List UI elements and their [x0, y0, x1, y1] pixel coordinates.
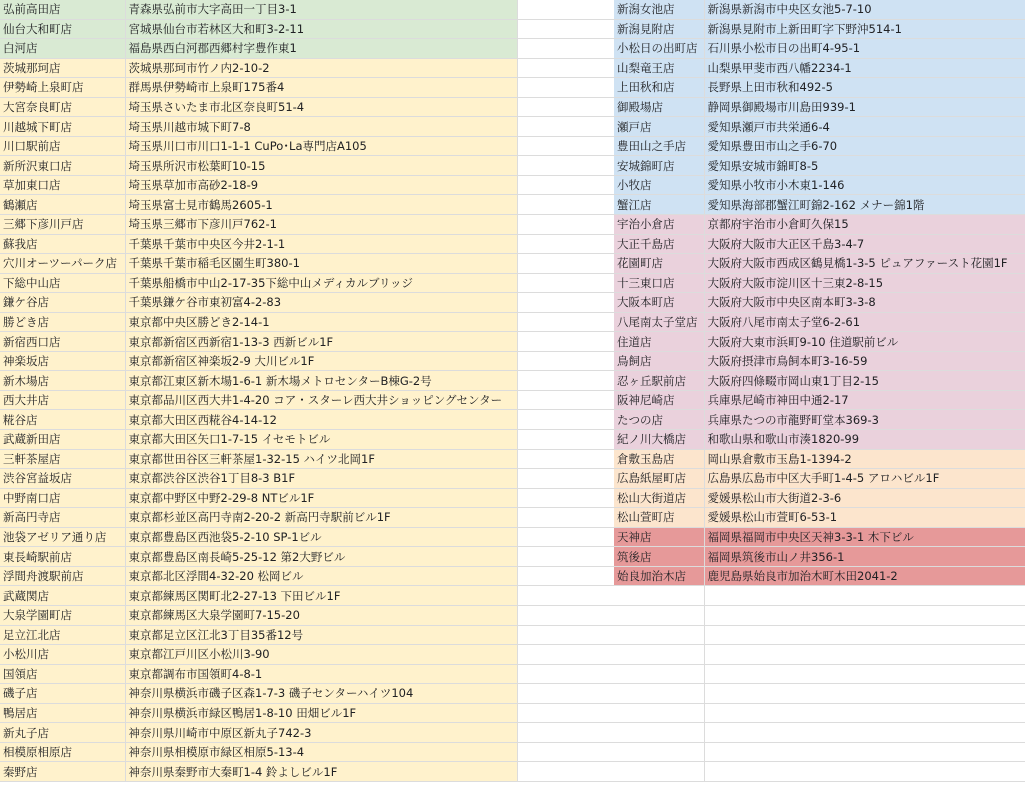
table-row: [0, 625, 614, 645]
empty-cell[interactable]: [517, 410, 614, 430]
address-cell[interactable]: 神奈川県横浜市磯子区森1-7-3 磯子センターハイツ104: [125, 684, 517, 704]
address-cell[interactable]: 東京都江東区新木場1-6-1 新木場メトロセンターB棟G-2号: [125, 371, 517, 391]
address-cell[interactable]: 石川県小松市日の出町4-95-1: [704, 39, 1025, 59]
store-name-cell[interactable]: 国領店: [0, 664, 125, 684]
empty-cell[interactable]: [517, 273, 614, 293]
right-store-table: [614, 0, 1025, 782]
store-name-cell[interactable]: 天神店: [614, 527, 704, 547]
store-name-cell[interactable]: 東長崎駅前店: [0, 547, 125, 567]
empty-cell[interactable]: [517, 527, 614, 547]
table-row: [614, 449, 1025, 469]
table-row: [614, 703, 1025, 723]
store-name-cell[interactable]: [614, 742, 704, 762]
table-row: [614, 684, 1025, 704]
table-row: [0, 97, 614, 117]
address-cell[interactable]: 大阪府八尾市南太子堂6-2-61: [704, 312, 1025, 332]
empty-cell[interactable]: [517, 136, 614, 156]
table-row: [614, 410, 1025, 430]
address-cell[interactable]: 大阪府四條畷市岡山東1丁目2-15: [704, 371, 1025, 391]
store-name-cell[interactable]: [614, 762, 704, 782]
table-row: [614, 117, 1025, 137]
address-cell[interactable]: 千葉県船橋市中山2-17-35下総中山メディカルブリッジ: [125, 273, 517, 293]
address-cell[interactable]: 岡山県倉敷市玉島1-1394-2: [704, 449, 1025, 469]
address-cell[interactable]: 東京都世田谷区三軒茶屋1-32-15 ハイツ北岡1F: [125, 449, 517, 469]
store-name-cell[interactable]: 磯子店: [0, 684, 125, 704]
address-cell[interactable]: 千葉県千葉市稲毛区園生町380-1: [125, 254, 517, 274]
address-cell[interactable]: 千葉県鎌ケ谷市東初富4-2-83: [125, 293, 517, 313]
table-row: [0, 684, 614, 704]
address-cell[interactable]: 福岡県福岡市中央区天神3-3-1 木下ビル: [704, 527, 1025, 547]
store-name-cell[interactable]: 鴨居店: [0, 703, 125, 723]
address-cell[interactable]: 東京都北区浮間4-32-20 松岡ビル: [125, 566, 517, 586]
table-row: [614, 762, 1025, 782]
table-row: [614, 175, 1025, 195]
table-row: [0, 547, 614, 567]
store-name-cell[interactable]: 浮間舟渡駅前店: [0, 566, 125, 586]
empty-cell[interactable]: [517, 332, 614, 352]
table-row: [0, 371, 614, 391]
store-name-cell[interactable]: 新宿西口店: [0, 332, 125, 352]
address-cell[interactable]: 東京都練馬区関町北2-27-13 下田ビル1F: [125, 586, 517, 606]
store-name-cell[interactable]: 蘇我店: [0, 234, 125, 254]
address-cell[interactable]: 東京都練馬区大泉学園町7-15-20: [125, 605, 517, 625]
table-row: [614, 19, 1025, 39]
table-row: [614, 254, 1025, 274]
store-name-cell[interactable]: 川越城下町店: [0, 117, 125, 137]
empty-cell[interactable]: [517, 19, 614, 39]
table-row: [614, 97, 1025, 117]
empty-cell[interactable]: [517, 234, 614, 254]
address-cell[interactable]: 東京都中野区中野2-29-8 NTビル1F: [125, 488, 517, 508]
empty-cell[interactable]: [517, 684, 614, 704]
address-cell[interactable]: 埼玉県所沢市松葉町10-15: [125, 156, 517, 176]
empty-cell[interactable]: [517, 117, 614, 137]
empty-cell[interactable]: [517, 78, 614, 98]
table-row: [0, 605, 614, 625]
address-cell[interactable]: [704, 703, 1025, 723]
empty-cell[interactable]: [517, 625, 614, 645]
empty-cell[interactable]: [517, 605, 614, 625]
address-cell[interactable]: 東京都渋谷区渋谷1丁目8-3 B1F: [125, 469, 517, 489]
table-row: [0, 0, 614, 19]
store-name-cell[interactable]: 鳥飼店: [614, 351, 704, 371]
store-name-cell[interactable]: 茨城那珂店: [0, 58, 125, 78]
address-cell[interactable]: 福岡県筑後市山ノ井356-1: [704, 547, 1025, 567]
address-cell[interactable]: 広島県広島市中区大手町1-4-5 アロハビル1F: [704, 469, 1025, 489]
address-cell[interactable]: 東京都江戸川区小松川3-90: [125, 645, 517, 665]
table-row: [614, 156, 1025, 176]
table-row: [0, 351, 614, 371]
table-row: [614, 312, 1025, 332]
store-name-cell[interactable]: 広島紙屋町店: [614, 469, 704, 489]
store-name-cell[interactable]: [614, 625, 704, 645]
table-row: [614, 605, 1025, 625]
table-row: [614, 664, 1025, 684]
table-row: [0, 39, 614, 59]
table-row: [614, 78, 1025, 98]
store-name-cell[interactable]: 住道店: [614, 332, 704, 352]
table-row: [614, 0, 1025, 19]
table-row: [0, 195, 614, 215]
store-name-cell[interactable]: 鎌ケ谷店: [0, 293, 125, 313]
address-cell[interactable]: 青森県弘前市大字高田一丁目3-1: [125, 0, 517, 19]
store-name-cell[interactable]: 新潟見附店: [614, 19, 704, 39]
store-name-cell[interactable]: 倉敷玉島店: [614, 449, 704, 469]
store-name-cell[interactable]: 川口駅前店: [0, 136, 125, 156]
store-name-cell[interactable]: 神楽坂店: [0, 351, 125, 371]
table-row: [614, 136, 1025, 156]
address-cell[interactable]: 東京都豊島区南長崎5-25-12 第2大野ビル: [125, 547, 517, 567]
empty-cell[interactable]: [517, 762, 614, 782]
empty-cell[interactable]: [517, 547, 614, 567]
store-name-cell[interactable]: 穴川オーツーパーク店: [0, 254, 125, 274]
empty-cell[interactable]: [517, 742, 614, 762]
store-name-cell[interactable]: 小松日の出町店: [614, 39, 704, 59]
address-cell[interactable]: 東京都杉並区高円寺南2-20-2 新高円寺駅前ビル1F: [125, 508, 517, 528]
table-row: [614, 234, 1025, 254]
store-name-cell[interactable]: 八尾南太子堂店: [614, 312, 704, 332]
store-name-cell[interactable]: 瀬戸店: [614, 117, 704, 137]
store-name-cell[interactable]: 大宮奈良町店: [0, 97, 125, 117]
store-name-cell[interactable]: [614, 645, 704, 665]
address-cell[interactable]: 群馬県伊勢崎市上泉町175番4: [125, 78, 517, 98]
empty-cell[interactable]: [517, 723, 614, 743]
table-row: [614, 58, 1025, 78]
store-name-cell[interactable]: 伊勢崎上泉町店: [0, 78, 125, 98]
address-cell[interactable]: 埼玉県川越市城下町7-8: [125, 117, 517, 137]
table-row: [0, 410, 614, 430]
address-cell[interactable]: 神奈川県秦野市大秦町1-4 鈴よしビル1F: [125, 762, 517, 782]
address-cell[interactable]: 大阪府大阪市大正区千島3-4-7: [704, 234, 1025, 254]
empty-cell[interactable]: [517, 645, 614, 665]
store-name-cell[interactable]: 筑後店: [614, 547, 704, 567]
store-name-cell[interactable]: たつの店: [614, 410, 704, 430]
store-name-cell[interactable]: 小牧店: [614, 175, 704, 195]
store-name-cell[interactable]: 新木場店: [0, 371, 125, 391]
store-name-cell[interactable]: 新潟女池店: [614, 0, 704, 19]
table-row: [0, 254, 614, 274]
address-cell[interactable]: 京都府宇治市小倉町久保15: [704, 215, 1025, 235]
address-cell[interactable]: 愛知県安城市錦町8-5: [704, 156, 1025, 176]
empty-cell[interactable]: [517, 156, 614, 176]
address-cell[interactable]: [704, 605, 1025, 625]
table-row: [0, 293, 614, 313]
address-cell[interactable]: 兵庫県尼崎市神田中通2-17: [704, 390, 1025, 410]
store-name-cell[interactable]: 勝どき店: [0, 312, 125, 332]
address-cell[interactable]: 山梨県甲斐市西八幡2234-1: [704, 58, 1025, 78]
address-cell[interactable]: 東京都大田区矢口1-7-15 イセモトビル: [125, 430, 517, 450]
store-name-cell[interactable]: 松山大街道店: [614, 488, 704, 508]
empty-cell[interactable]: [517, 508, 614, 528]
table-row: [0, 586, 614, 606]
table-row: [0, 19, 614, 39]
store-name-cell[interactable]: [614, 723, 704, 743]
address-cell[interactable]: [704, 762, 1025, 782]
store-name-cell[interactable]: 足立江北店: [0, 625, 125, 645]
empty-cell[interactable]: [517, 175, 614, 195]
empty-cell[interactable]: [517, 351, 614, 371]
address-cell[interactable]: 東京都新宿区西新宿1-13-3 西新ビル1F: [125, 332, 517, 352]
address-cell[interactable]: 東京都新宿区神楽坂2-9 大川ビル1F: [125, 351, 517, 371]
address-cell[interactable]: 新潟県新潟市中央区女池5-7-10: [704, 0, 1025, 19]
address-cell[interactable]: 埼玉県川口市川口1-1-1 CuPo･La専門店A105: [125, 136, 517, 156]
address-cell[interactable]: 愛媛県松山市大街道2-3-6: [704, 488, 1025, 508]
table-row: [614, 430, 1025, 450]
table-row: [0, 488, 614, 508]
empty-cell[interactable]: [517, 293, 614, 313]
address-cell[interactable]: 愛知県豊田市山之手6-70: [704, 136, 1025, 156]
table-row: [614, 371, 1025, 391]
address-cell[interactable]: 東京都中央区勝どき2-14-1: [125, 312, 517, 332]
empty-cell[interactable]: [517, 488, 614, 508]
store-name-cell[interactable]: 下総中山店: [0, 273, 125, 293]
table-row: [0, 469, 614, 489]
empty-cell[interactable]: [517, 664, 614, 684]
store-name-cell[interactable]: 山梨竜王店: [614, 58, 704, 78]
table-row: [0, 430, 614, 450]
store-name-cell[interactable]: 松山萱町店: [614, 508, 704, 528]
empty-cell[interactable]: [517, 254, 614, 274]
address-cell[interactable]: 宮城県仙台市若林区大和町3-2-11: [125, 19, 517, 39]
table-row: [614, 39, 1025, 59]
address-cell[interactable]: 東京都調布市国領町4-8-1: [125, 664, 517, 684]
store-name-cell[interactable]: [614, 586, 704, 606]
address-cell[interactable]: 大阪府摂津市鳥飼本町3-16-59: [704, 351, 1025, 371]
store-name-cell[interactable]: 宇治小倉店: [614, 215, 704, 235]
address-cell[interactable]: 愛知県小牧市小木東1-146: [704, 175, 1025, 195]
address-cell[interactable]: 埼玉県草加市高砂2-18-9: [125, 175, 517, 195]
empty-cell[interactable]: [517, 195, 614, 215]
table-row: [614, 742, 1025, 762]
address-cell[interactable]: 愛知県海部郡蟹江町錦2-162 メナー錦1階: [704, 195, 1025, 215]
store-name-cell[interactable]: 大泉学園町店: [0, 605, 125, 625]
store-name-cell[interactable]: 新丸子店: [0, 723, 125, 743]
store-name-cell[interactable]: 渋谷宮益坂店: [0, 469, 125, 489]
address-cell[interactable]: [704, 742, 1025, 762]
table-row: [0, 117, 614, 137]
store-name-cell[interactable]: 白河店: [0, 39, 125, 59]
table-row: [614, 351, 1025, 371]
empty-cell[interactable]: [517, 390, 614, 410]
address-cell[interactable]: [704, 625, 1025, 645]
table-row: [614, 215, 1025, 235]
store-name-cell[interactable]: 安城錦町店: [614, 156, 704, 176]
table-row: [0, 312, 614, 332]
store-name-cell[interactable]: 大正千島店: [614, 234, 704, 254]
store-name-cell[interactable]: 上田秋和店: [614, 78, 704, 98]
store-name-cell[interactable]: 三郷下彦川戸店: [0, 215, 125, 235]
table-row: [614, 273, 1025, 293]
store-name-cell[interactable]: [614, 703, 704, 723]
table-row: [614, 488, 1025, 508]
empty-cell[interactable]: [517, 430, 614, 450]
table-row: [614, 195, 1025, 215]
address-cell[interactable]: [704, 723, 1025, 743]
store-name-cell[interactable]: 秦野店: [0, 762, 125, 782]
address-cell[interactable]: 静岡県御殿場市川島田939-1: [704, 97, 1025, 117]
store-name-cell[interactable]: 相模原相原店: [0, 742, 125, 762]
empty-cell[interactable]: [517, 312, 614, 332]
store-name-cell[interactable]: 蟹江店: [614, 195, 704, 215]
address-cell[interactable]: 茨城県那珂市竹ノ内2-10-2: [125, 58, 517, 78]
address-cell[interactable]: 大阪府大東市浜町9-10 住道駅前ビル: [704, 332, 1025, 352]
table-row: [0, 723, 614, 743]
table-row: [0, 136, 614, 156]
empty-cell[interactable]: [517, 0, 614, 19]
address-cell[interactable]: 東京都豊島区西池袋5-2-10 SP-1ビル: [125, 527, 517, 547]
address-cell[interactable]: 神奈川県横浜市緑区鴨居1-8-10 田畑ビル1F: [125, 703, 517, 723]
table-row: [614, 547, 1025, 567]
table-row: [0, 58, 614, 78]
address-cell[interactable]: 愛媛県松山市萱町6-53-1: [704, 508, 1025, 528]
store-name-cell[interactable]: 十三東口店: [614, 273, 704, 293]
store-name-cell[interactable]: 武蔵関店: [0, 586, 125, 606]
address-cell[interactable]: 東京都足立区江北3丁目35番12号: [125, 625, 517, 645]
table-row: [614, 332, 1025, 352]
address-cell[interactable]: 兵庫県たつの市龍野町堂本369-3: [704, 410, 1025, 430]
address-cell[interactable]: 新潟県見附市上新田町字下野沖514-1: [704, 19, 1025, 39]
table-row: [0, 156, 614, 176]
table-row: [0, 645, 614, 665]
store-name-cell[interactable]: 草加東口店: [0, 175, 125, 195]
table-row: [614, 566, 1025, 586]
table-row: [0, 566, 614, 586]
table-row: [614, 645, 1025, 665]
address-cell[interactable]: 埼玉県富士見市鶴馬2605-1: [125, 195, 517, 215]
store-name-cell[interactable]: 小松川店: [0, 645, 125, 665]
address-cell[interactable]: 和歌山県和歌山市湊1820-99: [704, 430, 1025, 450]
empty-cell[interactable]: [517, 449, 614, 469]
address-cell[interactable]: 愛知県瀬戸市共栄通6-4: [704, 117, 1025, 137]
table-row: [0, 390, 614, 410]
table-row: [614, 508, 1025, 528]
store-name-cell[interactable]: 豊田山之手店: [614, 136, 704, 156]
address-cell[interactable]: 東京都大田区西糀谷4-14-12: [125, 410, 517, 430]
store-name-cell[interactable]: 御殿場店: [614, 97, 704, 117]
store-name-cell[interactable]: 糀谷店: [0, 410, 125, 430]
empty-cell[interactable]: [517, 58, 614, 78]
address-cell[interactable]: 東京都品川区西大井1-4-20 コア・スターレ西大井ショッピングセンター: [125, 390, 517, 410]
table-row: [614, 469, 1025, 489]
table-row: [0, 78, 614, 98]
table-row: [0, 508, 614, 528]
table-row: [0, 742, 614, 762]
store-name-cell[interactable]: 始良加治木店: [614, 566, 704, 586]
store-name-cell[interactable]: 池袋アゼリア通り店: [0, 527, 125, 547]
store-name-cell[interactable]: 紀ノ川大橋店: [614, 430, 704, 450]
address-cell[interactable]: 長野県上田市秋和492-5: [704, 78, 1025, 98]
table-row: [0, 703, 614, 723]
table-row: [614, 293, 1025, 313]
store-name-cell[interactable]: 弘前高田店: [0, 0, 125, 19]
address-cell[interactable]: 神奈川県川崎市中原区新丸子742-3: [125, 723, 517, 743]
address-cell[interactable]: [704, 684, 1025, 704]
store-name-cell[interactable]: 大阪本町店: [614, 293, 704, 313]
empty-cell[interactable]: [517, 469, 614, 489]
address-cell[interactable]: 大阪府大阪市中央区南本町3-3-8: [704, 293, 1025, 313]
address-cell[interactable]: 大阪府大阪市西成区鶴見橋1-3-5 ピュアファースト花園1F: [704, 254, 1025, 274]
store-name-cell[interactable]: 花園町店: [614, 254, 704, 274]
store-name-cell[interactable]: 新所沢東口店: [0, 156, 125, 176]
empty-cell[interactable]: [517, 371, 614, 391]
empty-cell[interactable]: [517, 39, 614, 59]
table-row: [0, 762, 614, 782]
store-name-cell[interactable]: 中野南口店: [0, 488, 125, 508]
store-name-cell[interactable]: 新高円寺店: [0, 508, 125, 528]
address-cell[interactable]: [704, 586, 1025, 606]
table-row: [614, 390, 1025, 410]
address-cell[interactable]: [704, 664, 1025, 684]
store-name-cell[interactable]: 武蔵新田店: [0, 430, 125, 450]
address-cell[interactable]: 福島県西白河郡西郷村字豊作東1: [125, 39, 517, 59]
table-row: [0, 215, 614, 235]
store-name-cell[interactable]: 西大井店: [0, 390, 125, 410]
empty-cell[interactable]: [517, 586, 614, 606]
store-name-cell[interactable]: 忍ヶ丘駅前店: [614, 371, 704, 391]
table-row: [0, 664, 614, 684]
table-row: [0, 273, 614, 293]
address-cell[interactable]: 千葉県千葉市中央区今井2-1-1: [125, 234, 517, 254]
table-row: [614, 586, 1025, 606]
table-row: [0, 332, 614, 352]
address-cell[interactable]: 鹿児島県始良市加治木町木田2041-2: [704, 566, 1025, 586]
table-row: [614, 723, 1025, 743]
store-name-cell[interactable]: [614, 664, 704, 684]
address-cell[interactable]: 神奈川県相模原市緑区相原5-13-4: [125, 742, 517, 762]
address-cell[interactable]: 大阪府大阪市淀川区十三東2-8-15: [704, 273, 1025, 293]
table-row: [0, 175, 614, 195]
empty-cell[interactable]: [517, 566, 614, 586]
table-row: [614, 625, 1025, 645]
empty-cell[interactable]: [517, 97, 614, 117]
store-name-cell[interactable]: 鶴瀬店: [0, 195, 125, 215]
address-cell[interactable]: 埼玉県さいたま市北区奈良町51-4: [125, 97, 517, 117]
table-row: [0, 449, 614, 469]
empty-cell[interactable]: [517, 215, 614, 235]
table-row: [0, 234, 614, 254]
store-name-cell[interactable]: 三軒茶屋店: [0, 449, 125, 469]
table-row: [0, 527, 614, 547]
store-name-cell[interactable]: [614, 605, 704, 625]
store-name-cell[interactable]: 阪神尼崎店: [614, 390, 704, 410]
store-name-cell[interactable]: 仙台大和町店: [0, 19, 125, 39]
empty-cell[interactable]: [517, 703, 614, 723]
store-name-cell[interactable]: [614, 684, 704, 704]
address-cell[interactable]: 埼玉県三郷市下彦川戸762-1: [125, 215, 517, 235]
table-row: [614, 527, 1025, 547]
address-cell[interactable]: [704, 645, 1025, 665]
